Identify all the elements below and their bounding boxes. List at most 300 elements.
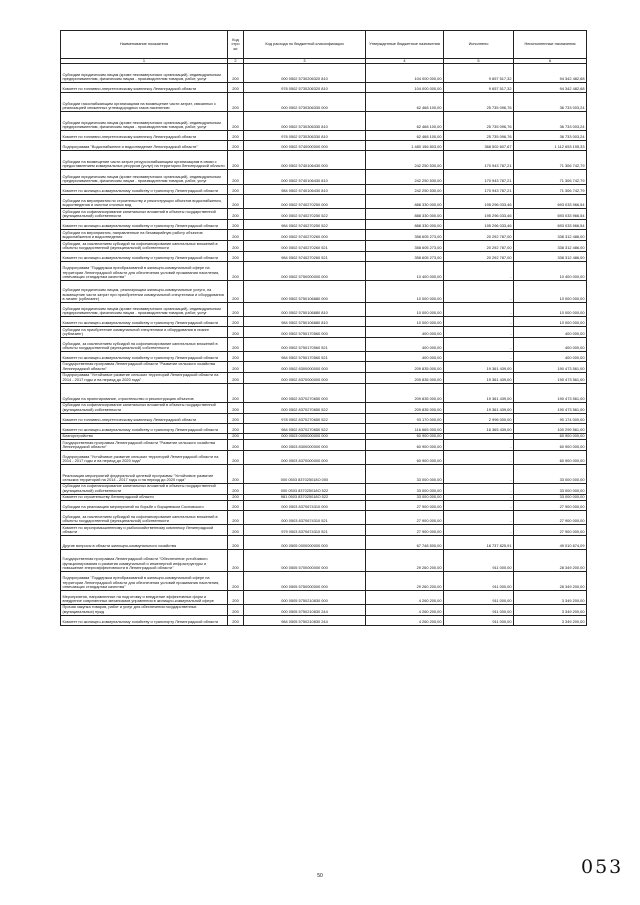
row-approved: 4 260 200,00 bbox=[366, 590, 444, 604]
row-approved: 116 665 000,00 bbox=[366, 423, 444, 433]
row-executed: 9 657 517,32 bbox=[444, 83, 514, 93]
row-approved: 888 330 000,00 bbox=[366, 195, 444, 209]
row-executed: - bbox=[444, 440, 514, 451]
row-budget-code: 984 0502 5740270260 521 bbox=[244, 251, 366, 261]
row-line-code: 200 bbox=[228, 131, 244, 141]
row-line-code: 200 bbox=[228, 571, 244, 590]
row-executed: 368 502 607,67 bbox=[444, 141, 514, 151]
page-number: 50 bbox=[317, 873, 323, 879]
row-name: Комитет по жилищно-коммунальному хозяйству и транспорту Ленинградской области bbox=[61, 316, 228, 326]
row-name: Мероприятия, направленные на подготовку и внедрение эффективных форм и внедрение современных механизмов управления в жилищно-коммунальной сфере bbox=[61, 590, 228, 604]
table-row bbox=[61, 511, 587, 525]
row-line-code: 200 bbox=[228, 302, 244, 316]
row-executed: 195 296 033,46 bbox=[444, 219, 514, 229]
table-row bbox=[61, 361, 587, 372]
row-line-code: 200 bbox=[228, 402, 244, 413]
row-line-code: 200 bbox=[228, 229, 244, 240]
row-approved: 104 000 000,00 bbox=[366, 83, 444, 93]
row-line-code: 200 bbox=[228, 170, 244, 185]
table-row bbox=[61, 525, 587, 536]
table-row bbox=[61, 571, 587, 590]
row-executed: 25 735 096,76 bbox=[444, 131, 514, 141]
row-unexecuted: 693 033 966,54 bbox=[514, 219, 587, 229]
table-row bbox=[61, 423, 587, 433]
row-executed: - bbox=[444, 511, 514, 525]
table-row bbox=[61, 209, 587, 220]
row-approved: 60 900 000,00 bbox=[366, 433, 444, 439]
row-executed: - bbox=[444, 501, 514, 511]
row-line-code: 200 bbox=[228, 337, 244, 351]
row-executed: 19 361 439,00 bbox=[444, 383, 514, 402]
row-approved: 4 260 200,00 bbox=[366, 615, 444, 625]
row-approved: 60 900 000,00 bbox=[366, 440, 444, 451]
row-executed: 170 943 787,21 bbox=[444, 185, 514, 195]
row-unexecuted: 338 312 486,00 bbox=[514, 240, 587, 251]
row-budget-code: 000 0502 8370270650 000 bbox=[244, 383, 366, 402]
row-executed: 170 943 787,21 bbox=[444, 170, 514, 185]
header-executed: Исполнено bbox=[444, 31, 514, 59]
row-executed: 911 000,00 bbox=[444, 549, 514, 571]
header-name: Наименование показателя bbox=[61, 31, 228, 59]
row-executed: 25 735 096,76 bbox=[444, 93, 514, 112]
row-budget-code: 984 0502 8370270650 522 bbox=[244, 423, 366, 433]
row-executed: 911 000,00 bbox=[444, 571, 514, 590]
row-executed: - bbox=[444, 337, 514, 351]
row-approved: 209 835 000,00 bbox=[366, 402, 444, 413]
row-executed: 25 735 096,76 bbox=[444, 112, 514, 131]
table-row bbox=[61, 141, 587, 151]
row-name: Комитет по топливно-энергетическому комплексу Ленинградской области bbox=[61, 83, 228, 93]
column-index: 2 bbox=[228, 59, 244, 64]
row-executed: 20 292 787,00 bbox=[444, 240, 514, 251]
row-executed: 19 361 439,00 bbox=[444, 372, 514, 383]
table-row bbox=[61, 280, 587, 302]
column-index: 5 bbox=[444, 59, 514, 64]
row-line-code: 200 bbox=[228, 590, 244, 604]
row-line-code: 200 bbox=[228, 372, 244, 383]
row-name: Субсидии на мероприятия по строительству и реконструкции объектов водоснабжения, водоотведения и очистки сточных вод bbox=[61, 195, 228, 209]
row-approved: 27 900 000,00 bbox=[366, 511, 444, 525]
row-line-code: 200 bbox=[228, 450, 244, 464]
row-name: Субсидии юридическим лицам (кроме некоммерческих организаций), индивидуальным предпринимателям, физическим лицам - производителям товаров, работ, услуг bbox=[61, 170, 228, 185]
row-executed: 19 361 439,00 bbox=[444, 402, 514, 413]
row-budget-code: 984 0502 5750170560 521 bbox=[244, 351, 366, 361]
row-unexecuted: 27 900 000,00 bbox=[514, 525, 587, 536]
row-line-code: 200 bbox=[228, 112, 244, 131]
row-line-code: 200 bbox=[228, 185, 244, 195]
table-row bbox=[61, 337, 587, 351]
table-row bbox=[61, 501, 587, 511]
archive-stamp-number: 053 bbox=[581, 856, 624, 878]
row-name: Подпрограмма "Поддержка преобразований в жилищно-коммунальной сфере на территории Ленинградской области для обеспечения условий проживания населения, отвечающих стандартам качества" bbox=[61, 571, 228, 590]
row-unexecuted: 33 000 000,00 bbox=[514, 494, 587, 500]
row-budget-code: 000 0502 5740270260 521 bbox=[244, 240, 366, 251]
table-row bbox=[61, 302, 587, 316]
row-name: Субсидии юридическим лицам (кроме некоммерческих организаций), индивидуальным предпринимателям, физическим лицам - производителям товаров, работ, услуг bbox=[61, 64, 228, 83]
row-line-code: 200 bbox=[228, 351, 244, 361]
row-unexecuted: 36 733 003,24 bbox=[514, 93, 587, 112]
row-budget-code: 000 0502 8300000000 000 bbox=[244, 361, 366, 372]
row-budget-code: 000 0502 5730206320 810 bbox=[244, 64, 366, 83]
row-executed: - bbox=[444, 326, 514, 337]
row-executed: - bbox=[444, 280, 514, 302]
row-name: Субсидии, за исключением субсидий на софинансирование капитальных вложений в объекты государственной (муниципальной) собственности bbox=[61, 511, 228, 525]
row-line-code: 200 bbox=[228, 615, 244, 625]
row-name: Государственная программа Ленинградской области "Развитие сельского хозяйства Ленинградской области" bbox=[61, 440, 228, 451]
row-executed: 2 996 000,00 bbox=[444, 413, 514, 423]
row-unexecuted: 400 000,00 bbox=[514, 337, 587, 351]
row-budget-code: 000 0502 5750170560 521 bbox=[244, 337, 366, 351]
row-name: Субсидии на софинансирование капитальных вложений в объекты государственной (муниципальной) собственности bbox=[61, 209, 228, 220]
row-line-code: 200 bbox=[228, 93, 244, 112]
row-line-code: 200 bbox=[228, 240, 244, 251]
table-row bbox=[61, 351, 587, 361]
row-approved: 60 900 000,00 bbox=[366, 450, 444, 464]
row-approved: 4 260 200,00 bbox=[366, 604, 444, 615]
row-budget-code: 000 0502 8370000000 000 bbox=[244, 372, 366, 383]
row-unexecuted: 90 174 000,00 bbox=[514, 413, 587, 423]
row-approved: 29 260 200,00 bbox=[366, 549, 444, 571]
row-name: Подпрограмма "Поддержка преобразований в жилищно-коммунальной сфере на территории Ленинградской области для обеспечения условий проживания населения, отвечающих стандартам качества" bbox=[61, 261, 228, 280]
row-approved: 27 900 000,00 bbox=[366, 501, 444, 511]
row-executed: - bbox=[444, 464, 514, 483]
table-row bbox=[61, 413, 587, 423]
table-row bbox=[61, 615, 587, 625]
row-line-code: 200 bbox=[228, 604, 244, 615]
table-row bbox=[61, 170, 587, 185]
row-executed: 195 296 033,46 bbox=[444, 209, 514, 220]
row-name: Комитет по топливно-энергетическому комплексу Ленинградской области bbox=[61, 131, 228, 141]
row-approved: 358 605 273,00 bbox=[366, 229, 444, 240]
row-name: Комитет по жилищно-коммунальному хозяйству и транспорту Ленинградской области bbox=[61, 351, 228, 361]
row-name: Субсидии газоснабжающим организациям на возмещение части затрат, связанных с реализацией сниженных углеводородных газов населению bbox=[61, 93, 228, 112]
row-executed: 170 943 787,21 bbox=[444, 151, 514, 170]
row-budget-code: 000 0503 837025018О 522 bbox=[244, 483, 366, 494]
row-name: Субсидии на приобретение коммунальной спецтехники и оборудования в лизинг (сублизинг) bbox=[61, 326, 228, 337]
row-approved: 358 605 273,00 bbox=[366, 240, 444, 251]
row-name: Субсидии юридическим лицам, реализующим жилищно-коммунальные услуги, на возмещение части затрат при приобретении коммунальной спецтехники и оборудования в лизинг (сублизинг) bbox=[61, 280, 228, 302]
row-unexecuted: 1 112 653 195,33 bbox=[514, 141, 587, 151]
budget-table-sheet bbox=[60, 30, 586, 626]
row-executed: 195 296 033,46 bbox=[444, 195, 514, 209]
row-line-code: 200 bbox=[228, 83, 244, 93]
row-line-code: 200 bbox=[228, 549, 244, 571]
row-budget-code: 000 0502 5750106880 810 bbox=[244, 302, 366, 316]
row-budget-code: 000 0503 8370674310 521 bbox=[244, 511, 366, 525]
row-unexecuted: 338 312 486,00 bbox=[514, 251, 587, 261]
row-approved: 10 000 000,00 bbox=[366, 316, 444, 326]
row-name: Субсидии, за исключением субсидий на софинансирование капитальных вложений в объекты государственной (муниципальной) собственности bbox=[61, 337, 228, 351]
table-row bbox=[61, 93, 587, 112]
row-budget-code: 000 0503 0000000000 000 bbox=[244, 433, 366, 439]
row-unexecuted: 693 033 966,54 bbox=[514, 195, 587, 209]
row-unexecuted: 36 733 003,24 bbox=[514, 131, 587, 141]
row-budget-code: 000 0503 8370674310 000 bbox=[244, 501, 366, 511]
row-name: Субсидии юридическим лицам (кроме некоммерческих организаций), индивидуальным предпринимателям, физическим лицам - производителям товаров, работ, услуг bbox=[61, 112, 228, 131]
row-executed: 18 737 825,91 bbox=[444, 535, 514, 549]
row-executed: - bbox=[444, 261, 514, 280]
row-executed: - bbox=[444, 302, 514, 316]
row-approved: 104 000 000,00 bbox=[366, 64, 444, 83]
row-budget-code: 000 0505 5700000000 000 bbox=[244, 549, 366, 571]
row-budget-code: 000 0502 5740270250 522 bbox=[244, 209, 366, 220]
row-unexecuted: 190 473 561,00 bbox=[514, 383, 587, 402]
row-unexecuted: 71 306 742,79 bbox=[514, 185, 587, 195]
budget-execution-table bbox=[60, 30, 587, 626]
row-unexecuted: 338 312 486,00 bbox=[514, 229, 587, 240]
table-row bbox=[61, 185, 587, 195]
row-budget-code: 978 0502 5730206320 810 bbox=[244, 83, 366, 93]
row-name: Подпрограмма "Устойчивое развитие сельских территорий Ленинградской области на 2014 - 2017 годы и на период до 2020 года" bbox=[61, 372, 228, 383]
row-approved: 242 250 530,00 bbox=[366, 185, 444, 195]
row-name: Комитет по топливно-энергетическому комплексу Ленинградской области bbox=[61, 413, 228, 423]
table-row bbox=[61, 464, 587, 483]
row-budget-code: 000 0502 5740270250 000 bbox=[244, 195, 366, 209]
row-executed: - bbox=[444, 450, 514, 464]
row-line-code: 200 bbox=[228, 501, 244, 511]
table-row bbox=[61, 229, 587, 240]
row-unexecuted: 27 900 000,00 bbox=[514, 501, 587, 511]
row-budget-code: 000 0502 8370270650 522 bbox=[244, 402, 366, 413]
row-unexecuted: 693 033 966,54 bbox=[514, 209, 587, 220]
header-budget-code: Код расхода по бюджетной классификации bbox=[244, 31, 366, 59]
table-row bbox=[61, 251, 587, 261]
row-line-code: 200 bbox=[228, 423, 244, 433]
row-budget-code: 000 0502 5750000000 000 bbox=[244, 261, 366, 280]
row-name: Государственная программа Ленинградской области "Развитие сельского хозяйства Ленинградской области" bbox=[61, 361, 228, 372]
table-row bbox=[61, 83, 587, 93]
row-budget-code: 984 0502 5740270250 522 bbox=[244, 219, 366, 229]
row-name: Субсидии на реализацию мероприятий по борьбе с борщевиком Сосновского bbox=[61, 501, 228, 511]
row-budget-code: 978 0502 8370270650 522 bbox=[244, 413, 366, 423]
row-unexecuted: 10 000 000,00 bbox=[514, 316, 587, 326]
row-name: Субсидии на софинансирование капитальных вложений в объекты государственной (муниципальной) собственности bbox=[61, 483, 228, 494]
row-approved: 62 468 100,00 bbox=[366, 112, 444, 131]
row-name: Комитет по жилищно-коммунальному хозяйству и транспорту Ленинградской области bbox=[61, 219, 228, 229]
row-approved: 33 000 000,00 bbox=[366, 483, 444, 494]
row-unexecuted: 60 900 000,00 bbox=[514, 433, 587, 439]
row-budget-code: 000 0505 5750210830 244 bbox=[244, 604, 366, 615]
row-budget-code: 000 0502 5730306330 810 bbox=[244, 112, 366, 131]
table-row bbox=[61, 131, 587, 141]
row-unexecuted: 33 000 000,00 bbox=[514, 464, 587, 483]
row-unexecuted: 94 342 482,68 bbox=[514, 64, 587, 83]
row-budget-code: 000 0503 8300000000 000 bbox=[244, 440, 366, 451]
row-unexecuted: 60 900 000,00 bbox=[514, 440, 587, 451]
row-executed: - bbox=[444, 433, 514, 439]
row-executed: 16 365 439,00 bbox=[444, 423, 514, 433]
row-approved: 10 000 000,00 bbox=[366, 302, 444, 316]
row-approved: 93 170 000,00 bbox=[366, 413, 444, 423]
header-approved: Утвержденные бюджетные назначения bbox=[366, 31, 444, 59]
row-approved: 400 000,00 bbox=[366, 326, 444, 337]
row-name: Подпрограмма "Устойчивое развитие сельских территорий Ленинградской области на 2014 - 2017 годы и на период до 2020 года" bbox=[61, 450, 228, 464]
row-unexecuted: 10 400 000,00 bbox=[514, 261, 587, 280]
row-line-code: 200 bbox=[228, 316, 244, 326]
row-line-code: 200 bbox=[228, 440, 244, 451]
row-name: Субсидии, за исключением субсидий на софинансирование капитальных вложений в объекты государственной (муниципальной) собственности bbox=[61, 240, 228, 251]
row-budget-code: 000 0502 5750106880 000 bbox=[244, 280, 366, 302]
row-unexecuted: 10 000 000,00 bbox=[514, 280, 587, 302]
row-unexecuted: 36 733 003,24 bbox=[514, 112, 587, 131]
row-name: Комитет по жилищно-коммунальному хозяйству и транспорту Ленинградской области bbox=[61, 423, 228, 433]
row-approved: 33 000 000,00 bbox=[366, 464, 444, 483]
row-executed: 19 361 439,00 bbox=[444, 361, 514, 372]
column-index: 4 bbox=[366, 59, 444, 64]
row-line-code: 200 bbox=[228, 280, 244, 302]
table-row bbox=[61, 151, 587, 170]
table-body bbox=[61, 64, 587, 625]
row-approved: 62 468 100,00 bbox=[366, 93, 444, 112]
row-budget-code: 984 0502 5740106430 810 bbox=[244, 185, 366, 195]
row-line-code: 200 bbox=[228, 195, 244, 209]
row-budget-code: 000 0502 5740106430 000 bbox=[244, 151, 366, 170]
row-approved: 67 748 500,00 bbox=[366, 535, 444, 549]
row-line-code: 200 bbox=[228, 413, 244, 423]
row-unexecuted: 190 473 561,00 bbox=[514, 361, 587, 372]
row-budget-code: 979 0503 8370674310 521 bbox=[244, 525, 366, 536]
row-budget-code: 000 0502 5740000000 000 bbox=[244, 141, 366, 151]
row-budget-code: 984 0502 5750106880 810 bbox=[244, 316, 366, 326]
row-name: Реализация мероприятий федеральной целевой программы "Устойчивое развитие сельских территорий на 2014 - 2017 годы и на период до 2020 года" bbox=[61, 464, 228, 483]
row-line-code: 200 bbox=[228, 326, 244, 337]
row-name: Комитет по строительству Ленинградской области bbox=[61, 494, 228, 500]
row-line-code: 200 bbox=[228, 383, 244, 402]
row-unexecuted: 100 299 561,00 bbox=[514, 423, 587, 433]
table-row bbox=[61, 240, 587, 251]
row-unexecuted: 60 900 000,00 bbox=[514, 450, 587, 464]
table-row bbox=[61, 440, 587, 451]
row-approved: 242 250 530,00 bbox=[366, 170, 444, 185]
row-unexecuted: 190 473 561,00 bbox=[514, 402, 587, 413]
row-name: Субсидии на проектирование, строительство и реконструкцию объектов bbox=[61, 383, 228, 402]
row-unexecuted: 49 010 674,09 bbox=[514, 535, 587, 549]
row-unexecuted: 71 306 742,79 bbox=[514, 151, 587, 170]
row-approved: 242 250 530,00 bbox=[366, 151, 444, 170]
row-line-code: 200 bbox=[228, 219, 244, 229]
row-line-code: 200 bbox=[228, 261, 244, 280]
row-name: Комитет по жилищно-коммунальному хозяйству и транспорту Ленинградской области bbox=[61, 251, 228, 261]
row-approved: 888 330 000,00 bbox=[366, 219, 444, 229]
table-row bbox=[61, 261, 587, 280]
row-budget-code: 000 0505 5750210830 000 bbox=[244, 590, 366, 604]
row-executed: - bbox=[444, 494, 514, 500]
table-row bbox=[61, 326, 587, 337]
row-line-code: 200 bbox=[228, 525, 244, 536]
row-approved: 33 000 000,00 bbox=[366, 494, 444, 500]
row-approved: 10 400 000,00 bbox=[366, 261, 444, 280]
row-approved: 29 260 200,00 bbox=[366, 571, 444, 590]
table-row bbox=[61, 450, 587, 464]
row-name: Субсидии на возмещение части затрат ресурсоснабжающим организациям в связи с предоставлением коммунальных ресурсов (услуг) на территории Ленинградской области bbox=[61, 151, 228, 170]
row-line-code: 200 bbox=[228, 494, 244, 500]
column-index: 1 bbox=[61, 59, 228, 64]
row-line-code: 200 bbox=[228, 141, 244, 151]
row-unexecuted: 400 000,00 bbox=[514, 351, 587, 361]
row-approved: 209 835 000,00 bbox=[366, 383, 444, 402]
row-line-code: 200 bbox=[228, 535, 244, 549]
table-row bbox=[61, 112, 587, 131]
row-line-code: 200 bbox=[228, 361, 244, 372]
row-approved: 400 000,00 bbox=[366, 337, 444, 351]
row-budget-code: 984 0505 5750210830 244 bbox=[244, 615, 366, 625]
row-name: Благоустройство bbox=[61, 433, 228, 439]
table-row bbox=[61, 483, 587, 494]
row-name: Комитет по жилищно-коммунальному хозяйству и транспорту Ленинградской области bbox=[61, 185, 228, 195]
row-budget-code: 000 0505 0000000000 000 bbox=[244, 535, 366, 549]
row-approved: 10 000 000,00 bbox=[366, 280, 444, 302]
row-executed: - bbox=[444, 483, 514, 494]
header-code: Код стро ки bbox=[228, 31, 244, 59]
header-unexecuted: Неисполненные назначения bbox=[514, 31, 587, 59]
row-name: Прочая закупка товаров, работ и услуг для обеспечения государственных (муниципальных) нужд bbox=[61, 604, 228, 615]
row-line-code: 200 bbox=[228, 483, 244, 494]
table-row bbox=[61, 604, 587, 615]
table-row bbox=[61, 195, 587, 209]
row-unexecuted: 28 349 200,00 bbox=[514, 571, 587, 590]
row-budget-code: 000 0502 5750170560 000 bbox=[244, 326, 366, 337]
column-index: 6 bbox=[514, 59, 587, 64]
row-unexecuted: 71 306 742,79 bbox=[514, 170, 587, 185]
column-index: 3 bbox=[244, 59, 366, 64]
row-budget-code: 000 0503 8370000000 000 bbox=[244, 450, 366, 464]
row-line-code: 200 bbox=[228, 511, 244, 525]
table-row bbox=[61, 549, 587, 571]
row-executed: - bbox=[444, 525, 514, 536]
table-row bbox=[61, 383, 587, 402]
row-line-code: 200 bbox=[228, 251, 244, 261]
row-budget-code: 981 0503 837025018О 522 bbox=[244, 494, 366, 500]
row-approved: 209 835 000,00 bbox=[366, 372, 444, 383]
row-line-code: 200 bbox=[228, 209, 244, 220]
row-unexecuted: 400 000,00 bbox=[514, 326, 587, 337]
row-name: Субсидии на софинансирование капитальных вложений в объекты государственной (муниципальной) собственности bbox=[61, 402, 228, 413]
row-line-code: 200 bbox=[228, 433, 244, 439]
row-approved: 888 330 000,00 bbox=[366, 209, 444, 220]
row-name: Подпрограмма "Водоснабжение и водоотведение Ленинградской области" bbox=[61, 141, 228, 151]
row-budget-code: 978 0502 5730306330 810 bbox=[244, 131, 366, 141]
row-approved: 400 000,00 bbox=[366, 351, 444, 361]
row-executed: - bbox=[444, 351, 514, 361]
row-executed: 911 000,00 bbox=[444, 590, 514, 604]
row-name: Субсидии юридическим лицам (кроме некоммерческих организаций), индивидуальным предпринимателям, физическим лицам - производителям товаров, работ, услуг bbox=[61, 302, 228, 316]
row-unexecuted: 3 349 200,00 bbox=[514, 604, 587, 615]
table-row bbox=[61, 402, 587, 413]
row-name: Комитет по агропромышленному и рыбохозяйственному комплексу Ленинградской области bbox=[61, 525, 228, 536]
row-line-code: 200 bbox=[228, 464, 244, 483]
row-executed: - bbox=[444, 316, 514, 326]
table-row bbox=[61, 316, 587, 326]
row-unexecuted: 3 349 200,00 bbox=[514, 615, 587, 625]
table-row bbox=[61, 64, 587, 83]
row-executed: 20 292 787,00 bbox=[444, 229, 514, 240]
row-line-code: 200 bbox=[228, 64, 244, 83]
row-unexecuted: 28 349 200,00 bbox=[514, 549, 587, 571]
table-header-row bbox=[61, 31, 587, 59]
table-row bbox=[61, 219, 587, 229]
row-approved: 1 480 156 803,00 bbox=[366, 141, 444, 151]
row-budget-code: 000 0503 837025018О 000 bbox=[244, 464, 366, 483]
table-row bbox=[61, 372, 587, 383]
row-name: Государственная программа Ленинградской области "Обеспечение устойчивого функционирования и развития коммунальной и инженерной инфраструктуры и повышение энергоэффективности в Ленинградской области" bbox=[61, 549, 228, 571]
row-executed: 911 000,00 bbox=[444, 604, 514, 615]
row-unexecuted: 10 000 000,00 bbox=[514, 302, 587, 316]
row-name: Субсидии на мероприятия, направленные на безаварийную работу объектов водоснабжения и водоотведения bbox=[61, 229, 228, 240]
row-executed: 9 657 517,32 bbox=[444, 64, 514, 83]
row-approved: 209 835 000,00 bbox=[366, 361, 444, 372]
row-unexecuted: 33 000 000,00 bbox=[514, 483, 587, 494]
row-line-code: 200 bbox=[228, 151, 244, 170]
